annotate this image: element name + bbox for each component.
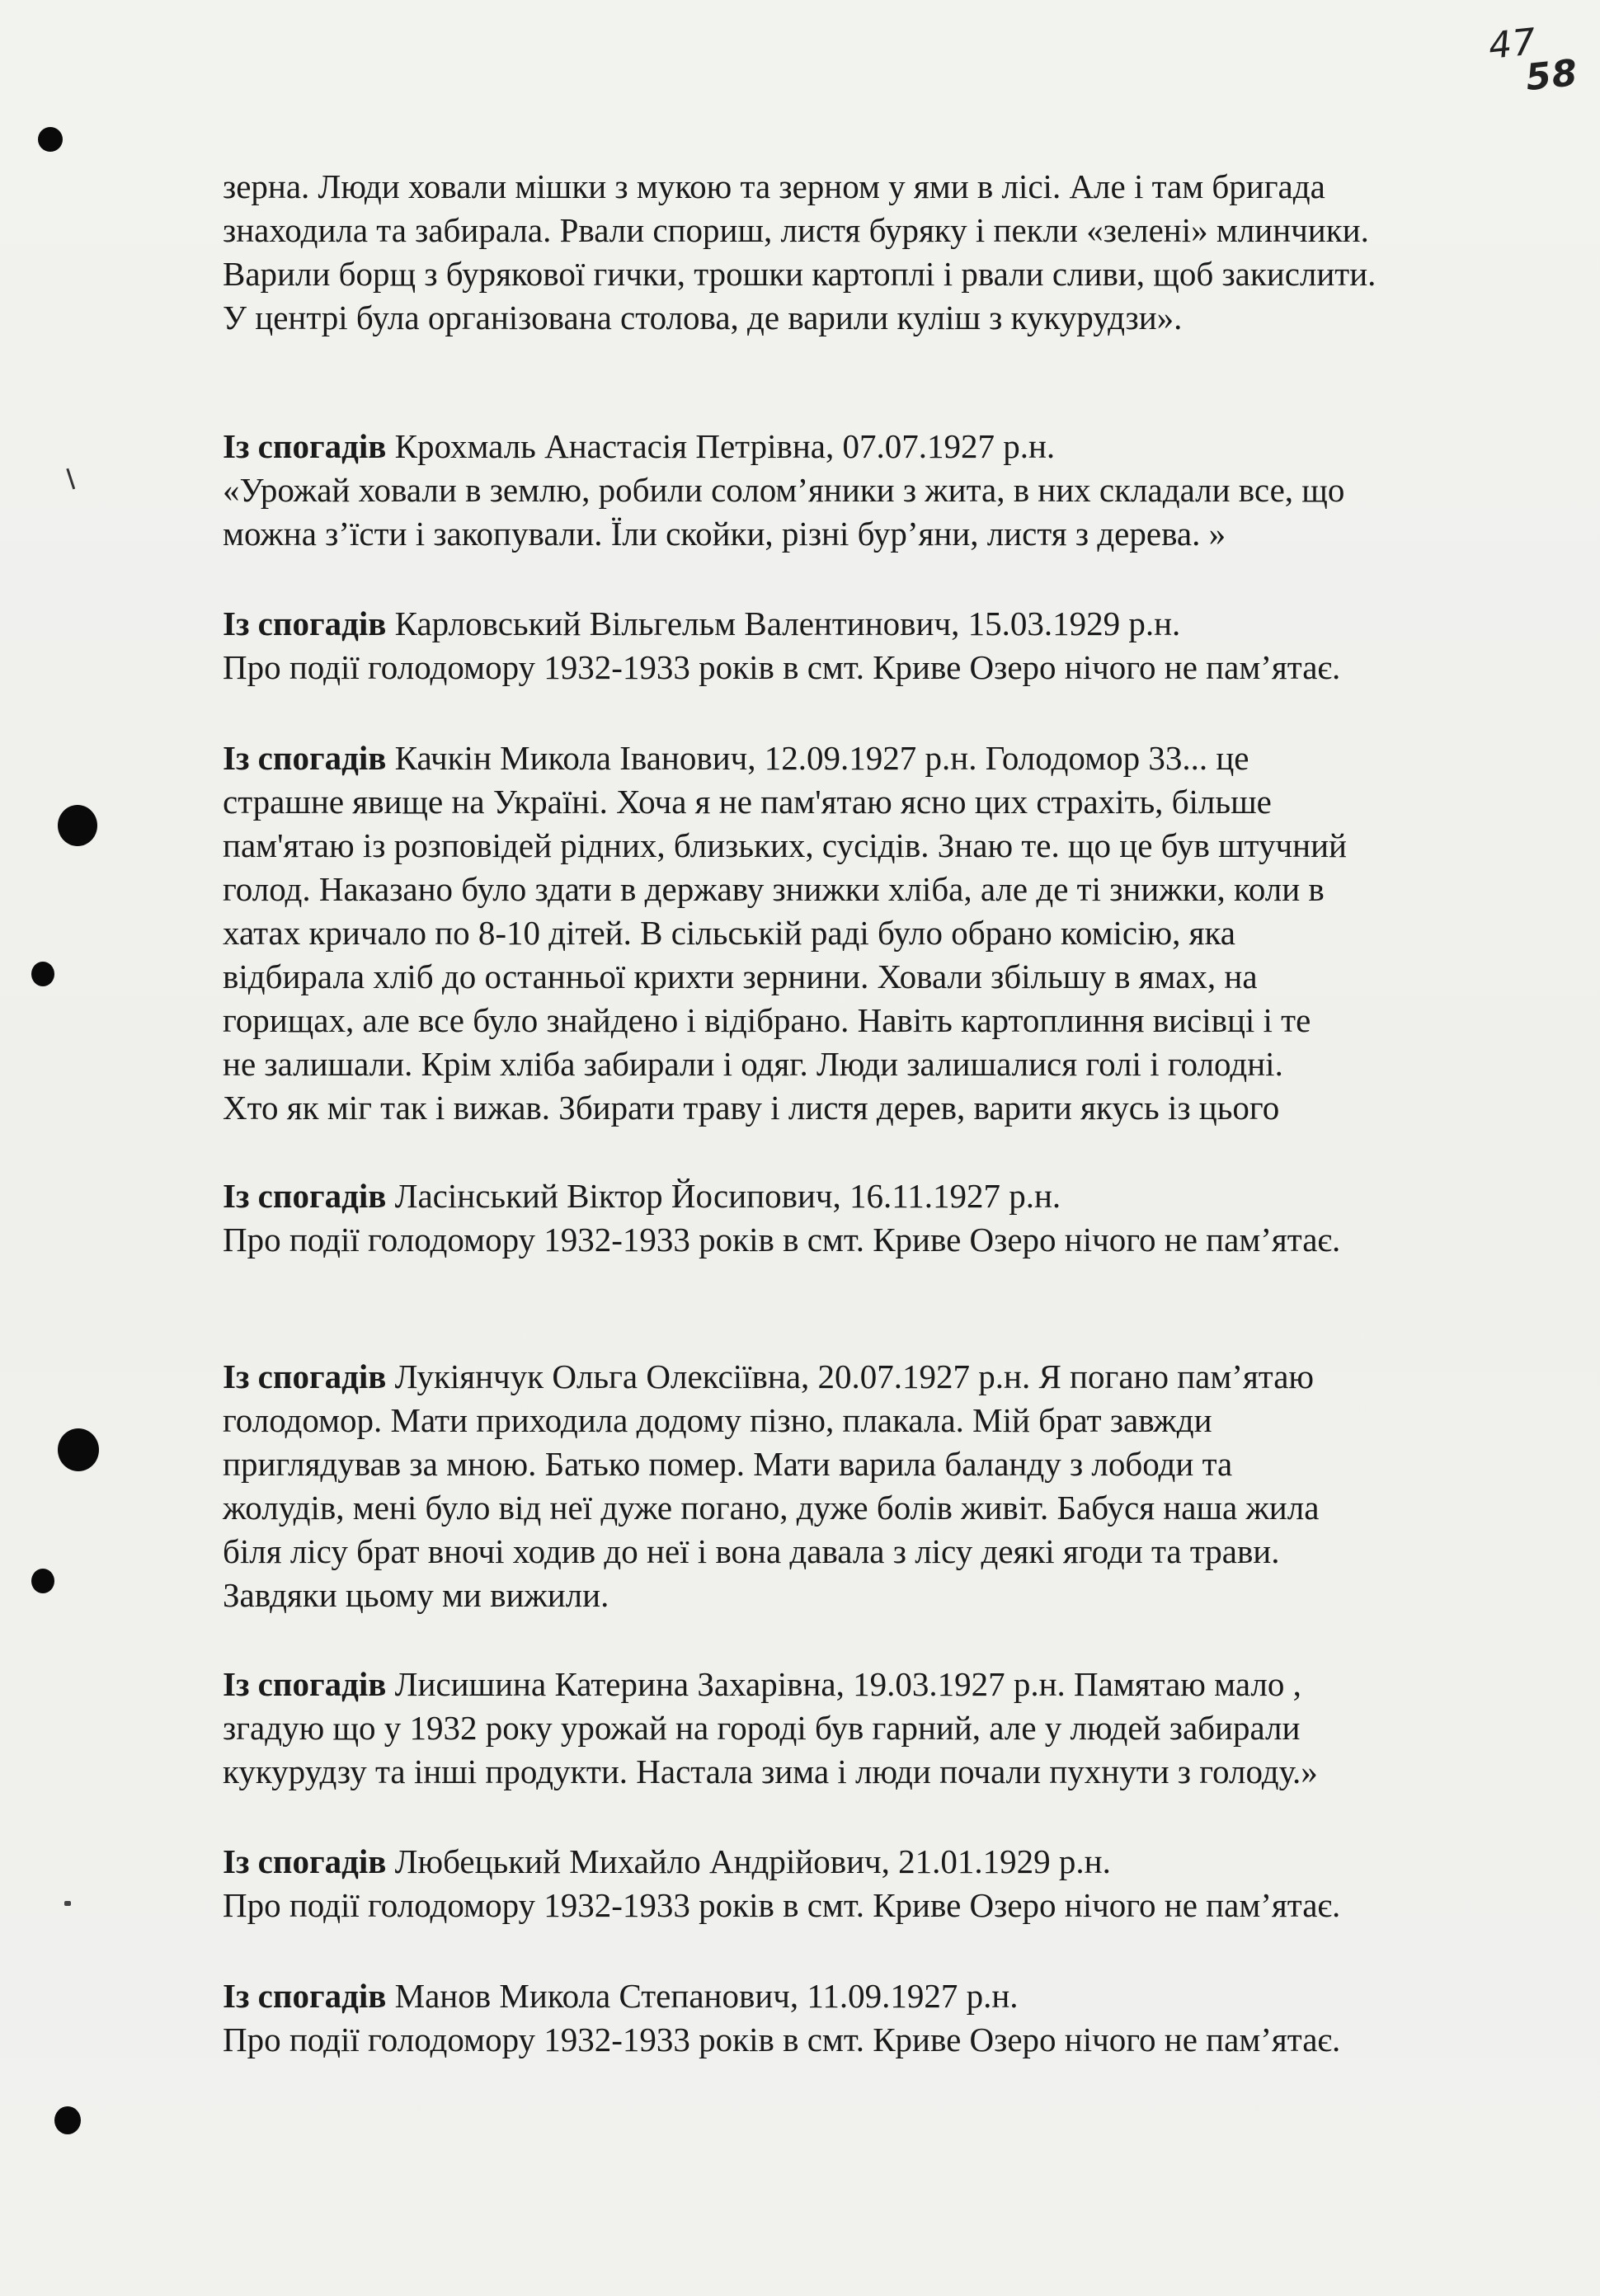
scan-speck: [64, 1901, 71, 1906]
memoir-entry: [223, 1355, 1501, 1617]
entry-label: Із спогадів: [223, 1977, 387, 2015]
text-line: знаходила та забирала. Рвали спориш, листя буряку і пекли «зелені» млинчики.: [223, 211, 1369, 249]
memoir-entry: [223, 1174, 1501, 1262]
text-line: біля лісу брат вночі ходив до неї і вона давала з лісу деякі ягоди та трави.: [223, 1532, 1280, 1570]
text-line: хатах кричало по 8-10 дітей. В сільській раді було обрано комісію, яка: [223, 914, 1235, 952]
text-line: голодомор. Мати приходила додому пізно, плакала. Мій брат завжди: [223, 1401, 1212, 1439]
entry-label: Із спогадів: [223, 1665, 387, 1703]
text-line: приглядував за мною. Батько помер. Мати варила баланду з лободи та: [223, 1445, 1233, 1483]
entry-person: Манов Микола Степанович, 11.09.1927 р.н.: [386, 1977, 1019, 2015]
text-line: Про події голодомору 1932-1933 років в смт. Криве Озеро нічого не пам’ятає.: [223, 2021, 1341, 2058]
memoir-entry: [223, 1840, 1501, 1927]
old-page-number: 47: [1486, 21, 1539, 68]
entry-heading: [223, 1663, 1501, 1706]
text-line: Про події голодомору 1932-1933 років в смт. Криве Озеро нічого не пам’ятає.: [223, 648, 1341, 686]
pencil-mark: [66, 466, 82, 490]
text-line: пам'ятаю із розповідей рідних, близьких, сусідів. Знаю те. що це був штучний: [223, 826, 1347, 864]
punch-hole: [38, 127, 63, 152]
punch-hole: [58, 805, 97, 846]
text-line: страшне явище на Україні. Хоча я не пам'ятаю ясно цих страхіть, більше: [223, 783, 1272, 821]
text-line: можна з’їсти і закопували. Їли скойки, різні бур’яни, листя з дерева. »: [223, 515, 1226, 553]
entry-heading: [223, 736, 1501, 780]
entry-label: Із спогадів: [223, 739, 387, 777]
memoir-entry: [223, 602, 1501, 689]
entry-heading: [223, 425, 1501, 468]
entry-heading: [223, 1974, 1501, 2018]
text-line: Хто як міг так і вижав. Збирати траву і листя дерев, варити якусь із цього: [223, 1089, 1280, 1127]
entry-label: Із спогадів: [223, 605, 387, 642]
entry-person: Любецький Михайло Андрійович, 21.01.1929 р.н.: [386, 1842, 1111, 1880]
intro-paragraph: [223, 165, 1501, 340]
entry-person: Крохмаль Анастасія Петрівна, 07.07.1927 р.н.: [386, 427, 1056, 465]
text-line: кукурудзу та інші продукти. Настала зима і люди почали пухнути з голоду.»: [223, 1753, 1318, 1790]
entry-person: Ласінський Віктор Йосипович, 16.11.1927 р.н.: [386, 1177, 1061, 1215]
memoir-entry: [223, 1663, 1501, 1794]
text-line: Завдяки цьому ми вижили.: [223, 1576, 609, 1614]
entry-heading: [223, 1840, 1501, 1884]
text-line: не залишали. Крім хліба забирали і одяг. Люди залишалися голі і голодні.: [223, 1045, 1283, 1083]
text-line: Про події голодомору 1932-1933 років в смт. Криве Озеро нічого не пам’ятає.: [223, 1221, 1341, 1259]
entry-person: Лисишина Катерина Захарівна, 19.03.1927 р.н. Памятаю мало ,: [386, 1665, 1301, 1703]
text-line: згадую що у 1932 року урожай на городі був гарний, але у людей забирали: [223, 1709, 1301, 1747]
new-page-number: 58: [1523, 51, 1580, 100]
entry-heading: [223, 1174, 1501, 1218]
entry-person: Лукіянчук Ольга Олексіївна, 20.07.1927 р.н. Я погано пам’ятаю: [386, 1357, 1315, 1395]
entry-label: Із спогадів: [223, 1842, 387, 1880]
punch-hole: [31, 1569, 54, 1593]
entry-heading: [223, 602, 1501, 646]
entry-person: Карловський Вільгельм Валентинович, 15.03.1929 р.н.: [386, 605, 1181, 642]
text-line: зерна. Люди ховали мішки з мукою та зерном у ями в лісі. Але і там бригада: [223, 167, 1325, 205]
text-line: У центрі була організована столова, де варили куліш з кукурудзи».: [223, 299, 1183, 336]
text-line: Про події голодомору 1932-1933 років в смт. Криве Озеро нічого не пам’ятає.: [223, 1886, 1341, 1924]
text-line: Варили борщ з бурякової гички, трошки картоплі і рвали сливи, щоб закислити.: [223, 255, 1376, 293]
text-line: відбирала хліб до останньої крихти зернини. Ховали збільшу в ямах, на: [223, 957, 1258, 995]
punch-hole: [54, 2106, 81, 2134]
entry-label: Із спогадів: [223, 1357, 387, 1395]
text-line: голод. Наказано було здати в державу знижки хліба, але де ті знижки, коли в: [223, 870, 1325, 908]
memoir-entry: [223, 425, 1501, 556]
memoir-entry: [223, 736, 1501, 1130]
memoir-entry: [223, 1974, 1501, 2062]
punch-hole: [58, 1428, 99, 1471]
entry-heading: [223, 1355, 1501, 1399]
text-line: жолудів, мені було від неї дуже погано, дуже болів живіт. Бабуся наша жила: [223, 1489, 1320, 1527]
entry-person: Качкін Микола Іванович, 12.09.1927 р.н. Голодомор 33... це: [386, 739, 1249, 777]
entry-label: Із спогадів: [223, 427, 387, 465]
entry-label: Із спогадів: [223, 1177, 387, 1215]
punch-hole: [31, 962, 54, 986]
text-line: горищах, але все було знайдено і відібрано. Навіть картоплиння висівці і те: [223, 1001, 1311, 1039]
text-line: «Урожай ховали в землю, робили солом’яники з жита, в них складали все, що: [223, 471, 1345, 509]
